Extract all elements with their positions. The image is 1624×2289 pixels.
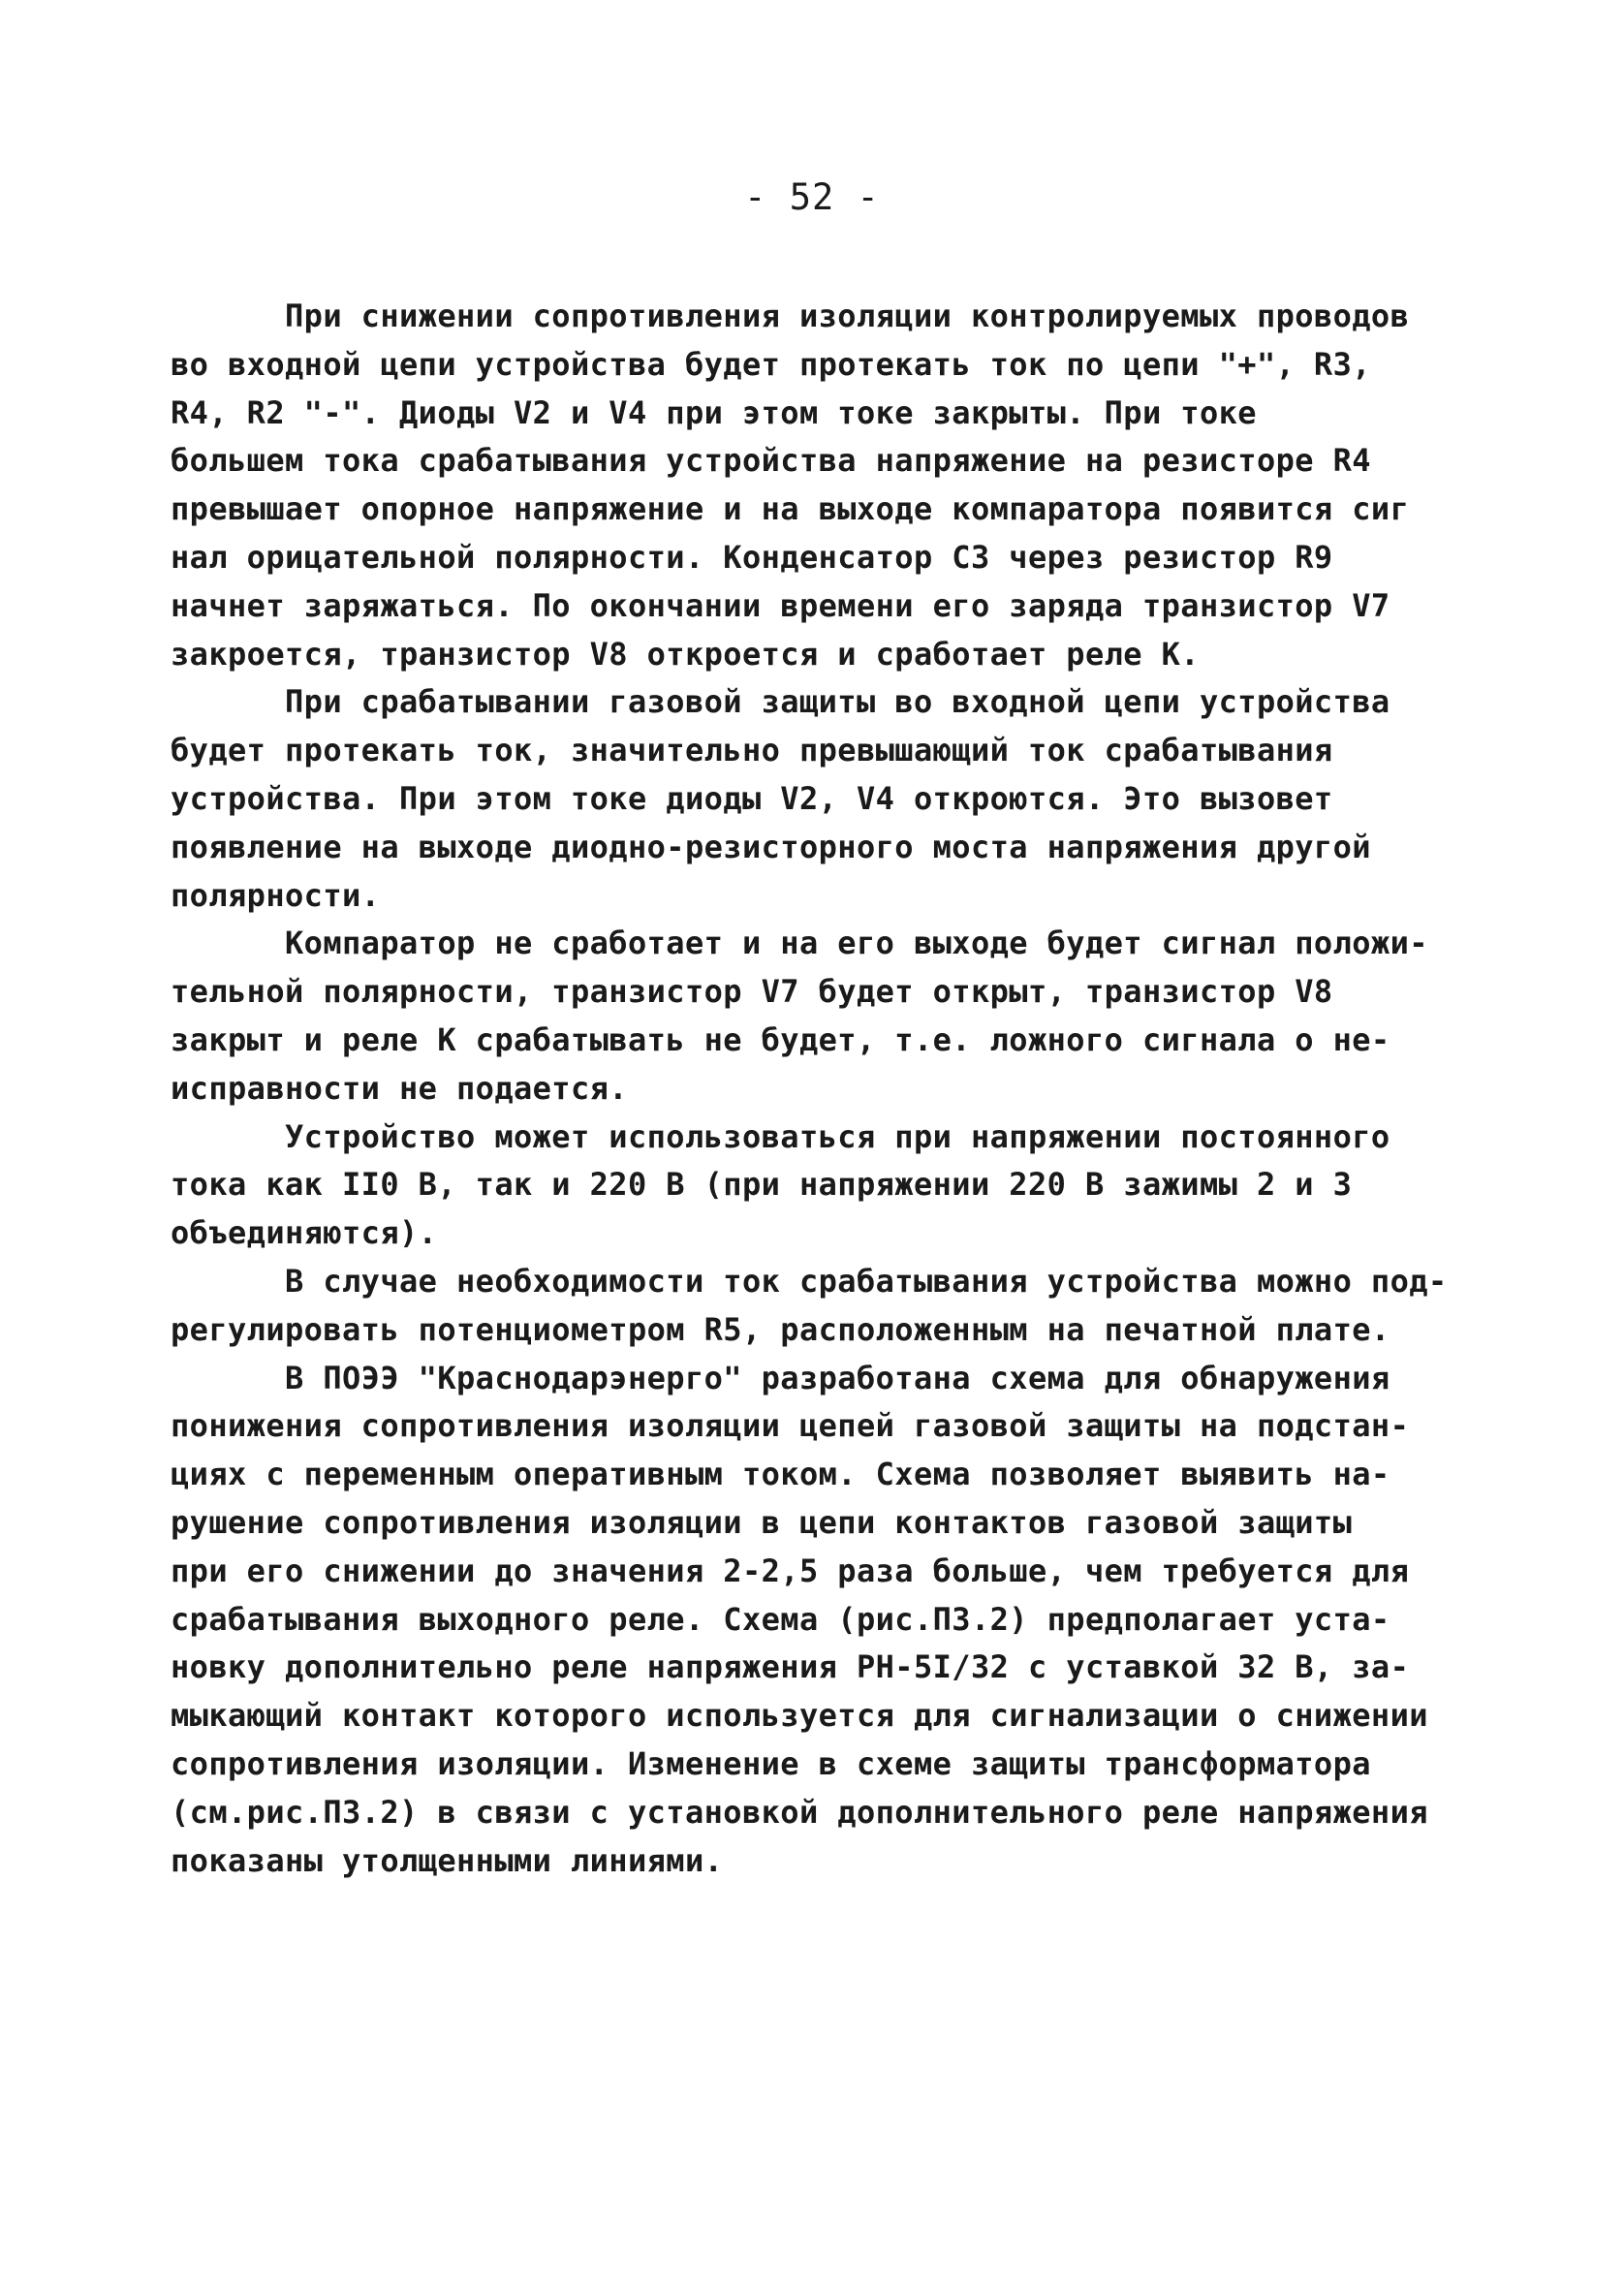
text-line: R4, R2 "-". Диоды V2 и V4 при этом токе закрыты. При токе: [171, 393, 1257, 431]
text-line: регулировать потенциометром R5, расположенным на печатной плате.: [171, 1310, 1390, 1348]
paragraph-4: [171, 1113, 1469, 1258]
page-number: - 52 -: [744, 176, 880, 218]
paragraph-6: [171, 1355, 1469, 1886]
text-line: показаны утолщенными линиями.: [171, 1841, 724, 1879]
text-line: При срабатывании газовой защиты во входной цепи устройства: [171, 683, 1390, 721]
text-line: мыкающий контакт которого используется для сигнализации о снижении: [171, 1697, 1428, 1735]
text-line: При снижении сопротивления изоляции контролируемых проводов: [171, 298, 1410, 334]
text-line: объединяются).: [171, 1214, 438, 1252]
text-line: превышает опорное напряжение и на выходе компаратора появится сиг: [171, 490, 1410, 528]
paragraph-3: [171, 920, 1469, 1113]
text-body: [171, 293, 1469, 1885]
text-line: понижения сопротивления изоляции цепей газовой защиты на подстан-: [171, 1407, 1410, 1445]
text-line: новку дополнительно реле напряжения РН-5I/32 с уставкой 32 В, за-: [171, 1648, 1410, 1686]
text-line: Устройство может использоваться при напряжении постоянного: [171, 1117, 1390, 1155]
text-line: В случае необходимости ток срабатывания устройства можно под-: [171, 1262, 1448, 1300]
text-line: закрыт и реле К срабатывать не будет, т.е. ложного сигнала о не-: [171, 1020, 1390, 1058]
text-line: нал орицательной полярности. Конденсатор С3 через резистор R9: [171, 538, 1333, 576]
text-line: циях с переменным оперативным током. Схема позволяет выявить на-: [171, 1456, 1390, 1493]
text-line: начнет заряжаться. По окончании времени его заряда транзистор V7: [171, 586, 1390, 624]
paragraph-5: [171, 1258, 1469, 1355]
text-line: В ПОЭЭ "Краснодарэнерго" разработана схема для обнаружения: [171, 1359, 1390, 1396]
paragraph-1: [171, 293, 1469, 678]
text-line: тока как II0 В, так и 220 В (при напряжении 220 В зажимы 2 и 3: [171, 1166, 1353, 1204]
text-line: сопротивления изоляции. Изменение в схеме защиты трансформатора: [171, 1744, 1371, 1782]
text-line: большем тока срабатывания устройства напряжение на резисторе R4: [171, 442, 1371, 480]
text-line: устройства. При этом токе диоды V2, V4 откроются. Это вызовет: [171, 779, 1333, 817]
text-line: появление на выходе диодно-резисторного моста напряжения другой: [171, 828, 1371, 865]
text-line: (см.рис.П3.2) в связи с установкой дополнительного реле напряжения: [171, 1793, 1428, 1831]
text-line: полярности.: [171, 876, 381, 914]
text-line: будет протекать ток, значительно превышающий ток срабатывания: [171, 732, 1333, 769]
text-line: при его снижении до значения 2-2,5 раза больше, чем требуется для: [171, 1552, 1410, 1589]
text-line: рушение сопротивления изоляции в цепи контактов газовой защиты: [171, 1503, 1353, 1541]
text-line: тельной полярности, транзистор V7 будет открыт, транзистор V8: [171, 973, 1333, 1011]
text-line: Компаратор не сработает и на его выходе будет сигнал положи-: [171, 925, 1428, 962]
text-line: срабатывания выходного реле. Схема (рис.П3.2) предполагает уста-: [171, 1600, 1390, 1638]
text-line: исправности не подается.: [171, 1069, 628, 1107]
paragraph-2: [171, 678, 1469, 920]
text-line: закроется, транзистор V8 откроется и сработает реле К.: [171, 635, 1200, 673]
text-line: во входной цепи устройства будет протекать ток по цепи "+", R3,: [171, 345, 1371, 383]
